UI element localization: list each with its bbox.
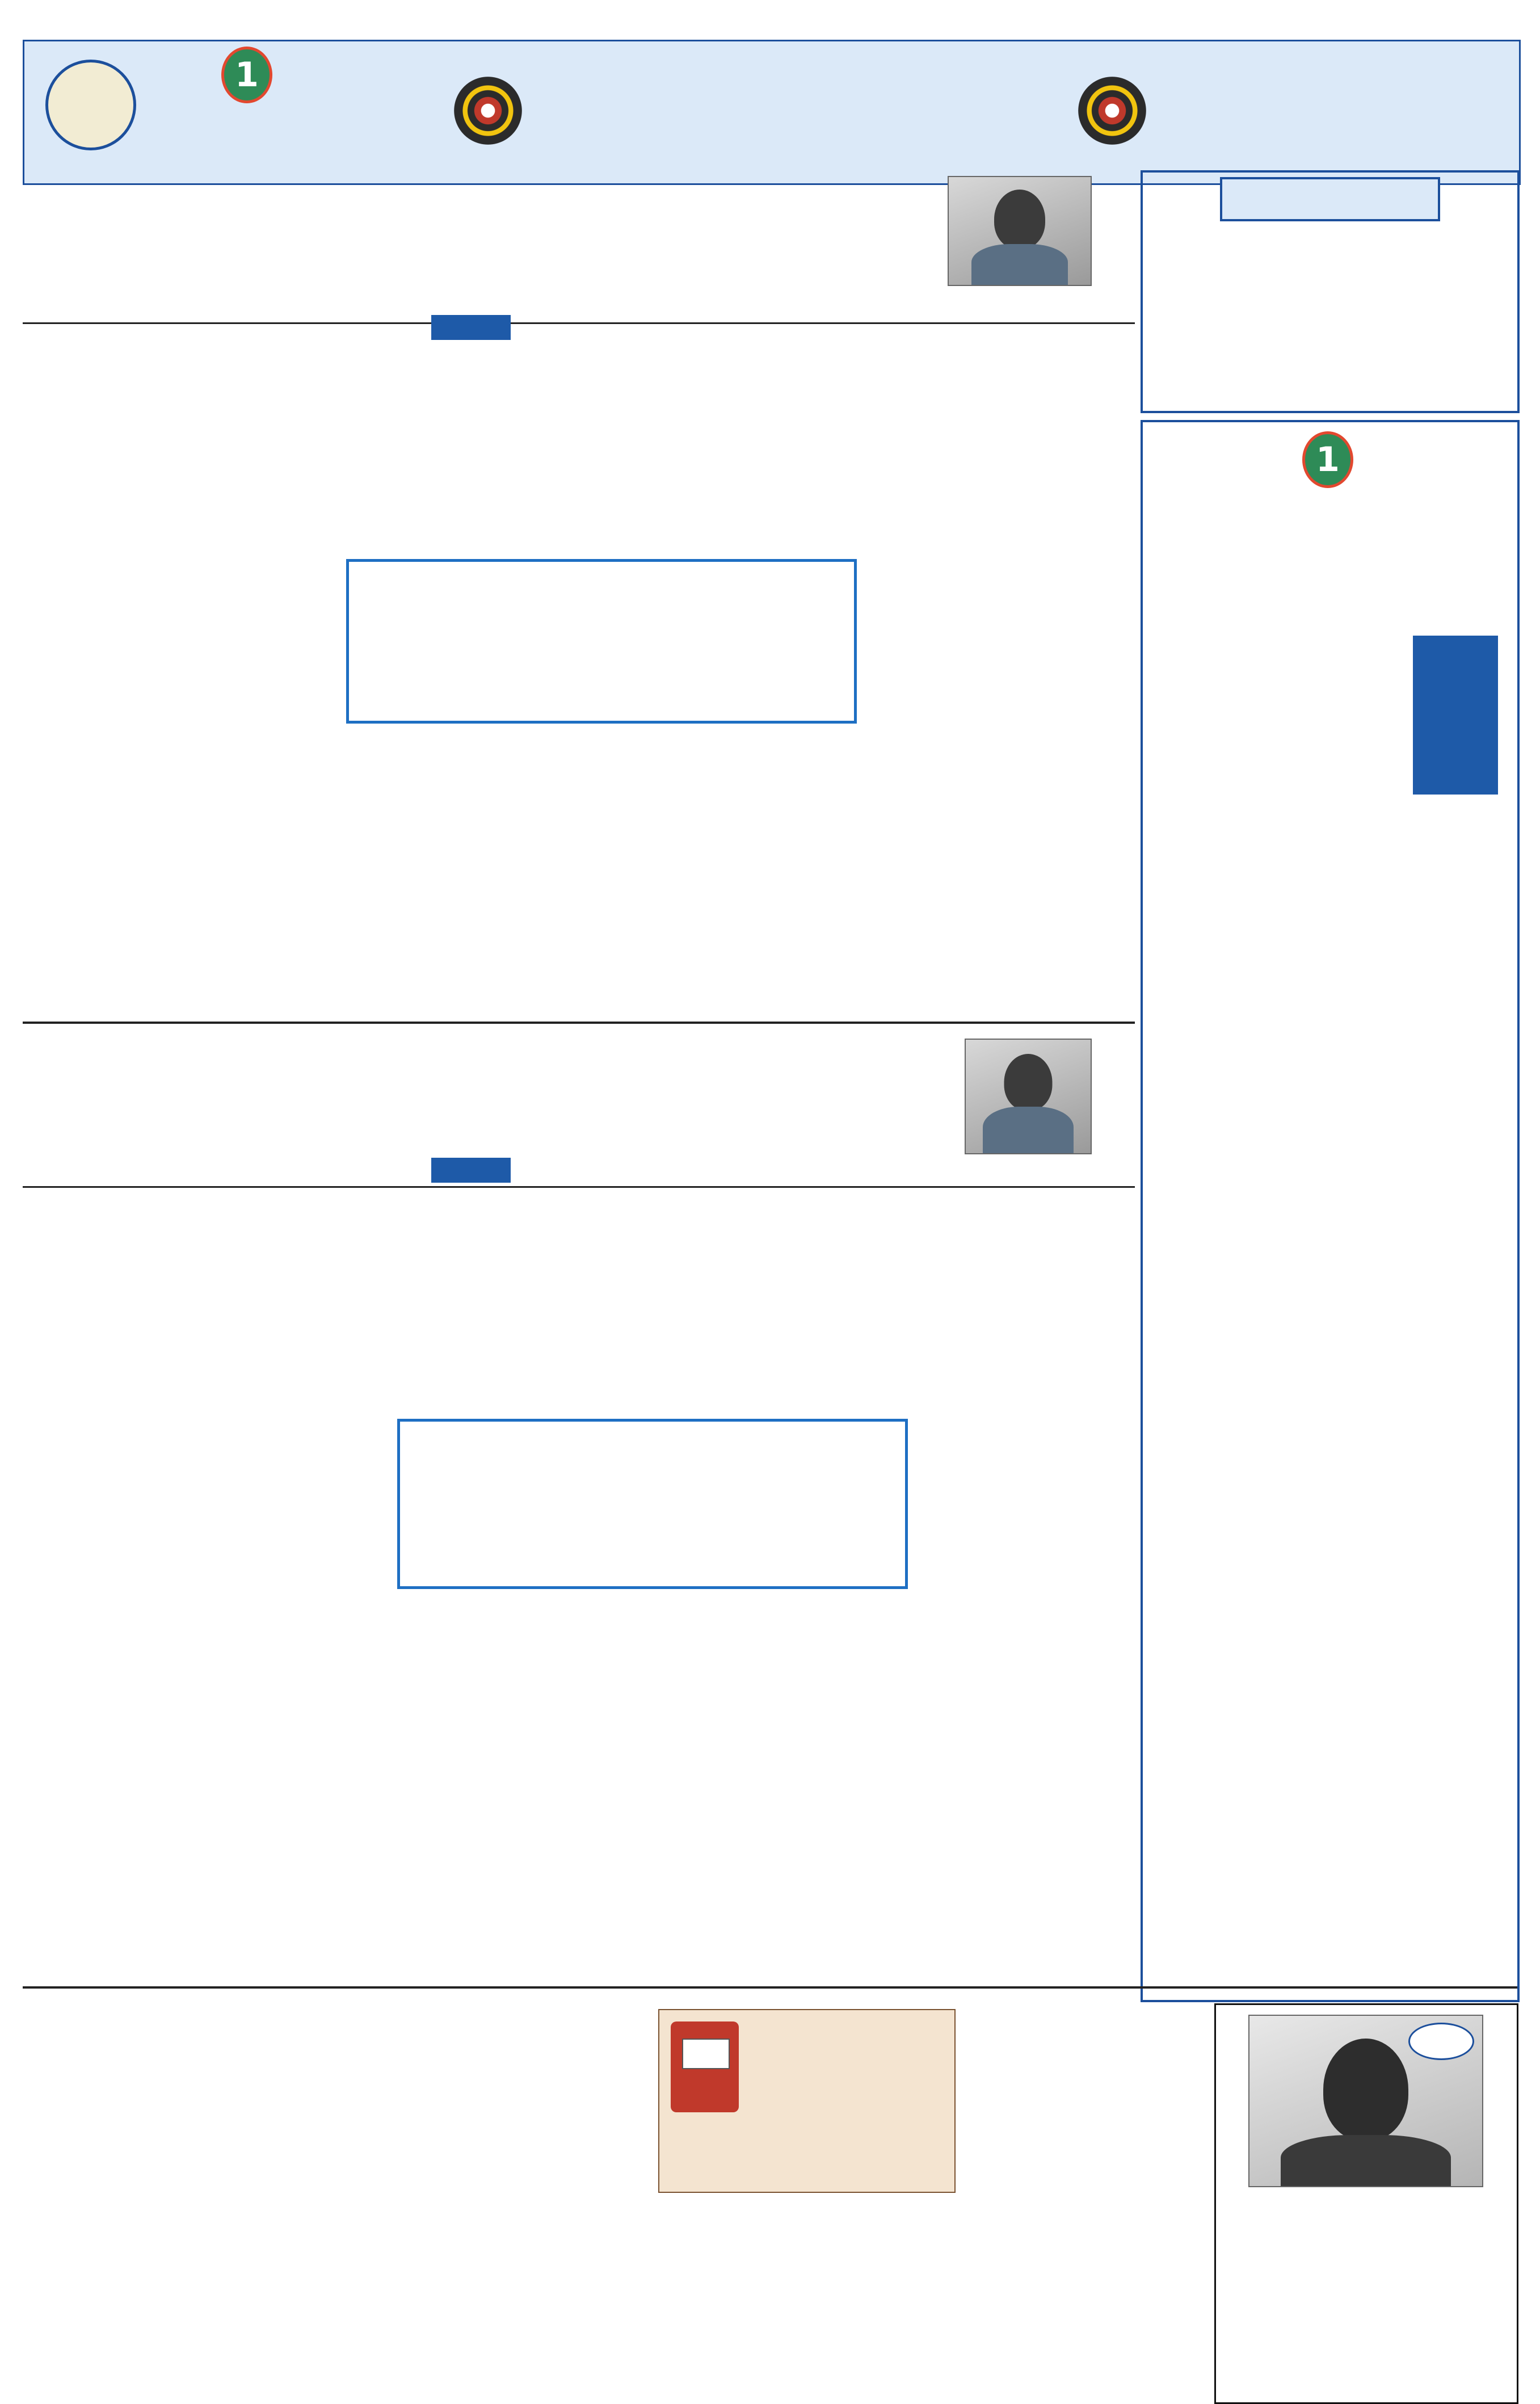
- article1-pullquote: [346, 559, 857, 724]
- page-number: [45, 60, 136, 150]
- article2-column-4b: [255, 1419, 392, 1589]
- article2-column-1: [914, 1197, 1067, 1969]
- author-body-icon: [983, 1107, 1074, 1154]
- editorial-header: [636, 54, 897, 56]
- article2-author-photo: [965, 1039, 1092, 1154]
- quotes-list: [1158, 261, 1498, 403]
- article2-tag: [431, 1158, 511, 1183]
- article1-column-2a: [701, 341, 905, 556]
- logo-badge-icon: 1: [1302, 431, 1353, 488]
- poet-body-icon: [1281, 2135, 1451, 2187]
- article1-column-4c: [255, 729, 482, 1013]
- article2-column-4c: [255, 1595, 482, 1969]
- right-panel-logo: [1214, 431, 1441, 533]
- quotes-heading: [1220, 177, 1440, 221]
- article1-column-3a: [491, 341, 695, 556]
- right-panel-body: [1152, 806, 1504, 1975]
- logo-badge-icon: 1: [221, 47, 272, 103]
- letters-banner: [658, 2009, 956, 2193]
- article2-column-3c: [491, 1595, 695, 1969]
- aaina-poet-photo: [1248, 2015, 1483, 2187]
- article1-column-1: [914, 341, 1061, 1010]
- article2-column-2a: [701, 1197, 905, 1413]
- article1-column-4b: [255, 559, 340, 724]
- ornament-right-icon: [1078, 77, 1146, 145]
- divider: [23, 1986, 1517, 1989]
- article1-column-4a: [255, 341, 482, 556]
- article1-author-photo: [948, 176, 1092, 286]
- newspaper-logo[interactable]: [148, 51, 340, 159]
- author-body-icon: [971, 244, 1068, 286]
- article2-column-3a: [491, 1197, 695, 1413]
- article2-column-2c: [701, 1595, 905, 1969]
- right-panel-tag: [1413, 636, 1498, 795]
- aaina-label: [1408, 2023, 1474, 2060]
- author-head-icon: [994, 190, 1045, 249]
- letter-body: [965, 2049, 1203, 2401]
- article1-tag: [431, 315, 511, 340]
- letter-body: [658, 2262, 953, 2398]
- article2-pullquote: [397, 1419, 908, 1589]
- article1-column-3c: [491, 729, 695, 1013]
- article1-column-5: [23, 341, 250, 1010]
- ornament-left-icon: [454, 77, 522, 145]
- article2-column-5: [23, 1197, 250, 1935]
- letter-body: [23, 2245, 647, 2375]
- envelope-icon: [682, 2039, 730, 2069]
- divider: [23, 1022, 1135, 1024]
- author-head-icon: [1004, 1054, 1053, 1111]
- right-panel-intro: [1152, 630, 1407, 806]
- divider: [23, 1186, 1135, 1188]
- divider: [23, 322, 1135, 324]
- letter-body: [23, 2003, 647, 2179]
- article2-column-4a: [255, 1197, 482, 1413]
- article1-column-2b: [862, 559, 908, 724]
- poet-head-icon: [1323, 2039, 1408, 2141]
- article1-column-2c: [701, 729, 905, 1013]
